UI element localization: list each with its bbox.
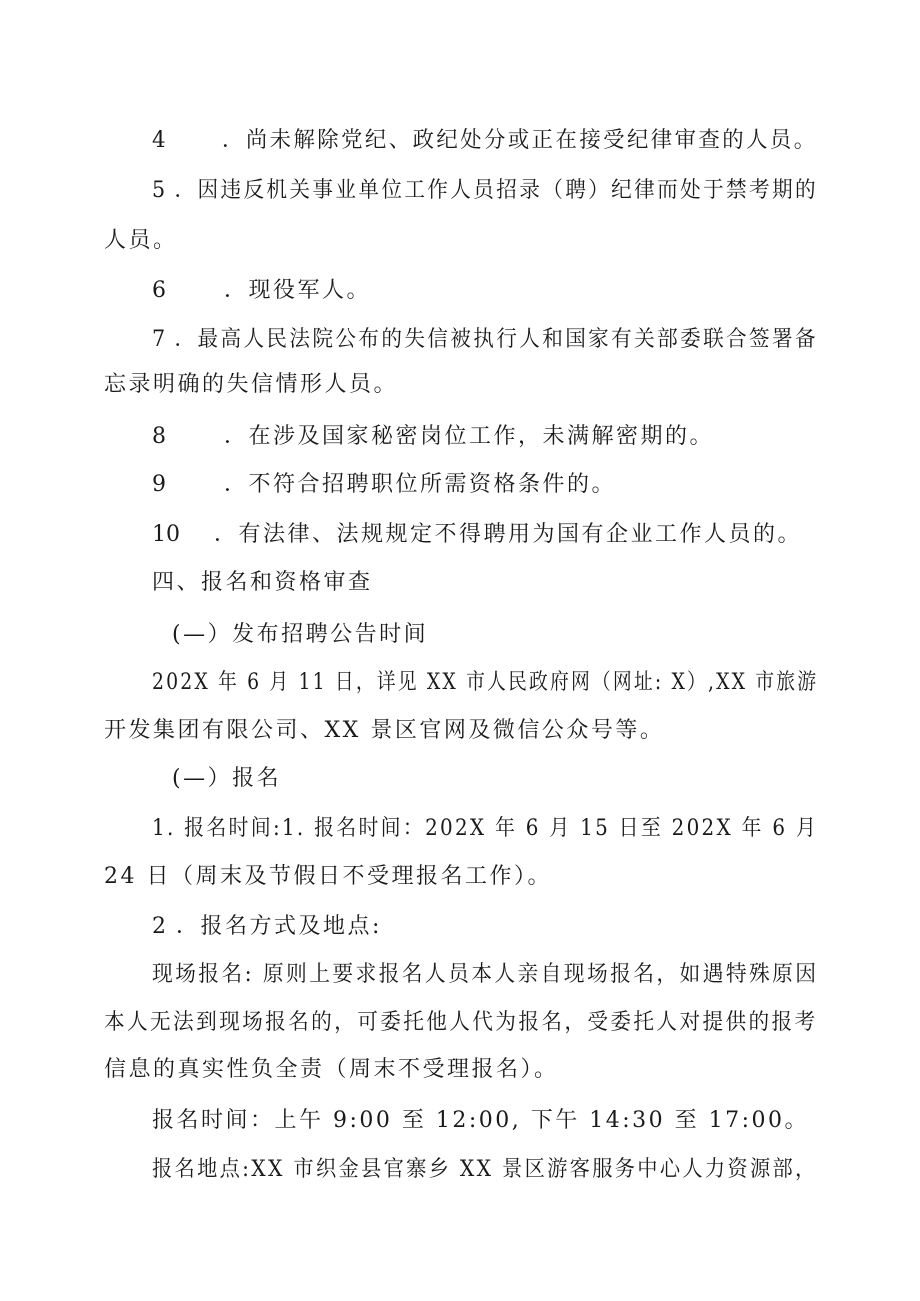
item-text: ．因违反机关事业单位工作人员招录（聘）纪律而处于禁考期的	[174, 178, 818, 203]
item-4	[152, 126, 818, 156]
item-number: 2	[152, 914, 166, 939]
item-number: 7	[152, 327, 166, 352]
item-5	[152, 176, 818, 206]
subsection-heading: (—）发布招聘公告时间	[172, 622, 429, 647]
subsection-heading: (—）报名	[172, 766, 282, 791]
item-7	[152, 325, 818, 355]
item-text: ．现役军人。	[224, 278, 372, 303]
item-7-continuation: 忘录明确的失信情形人员。	[104, 372, 399, 397]
item-number: 10	[152, 522, 180, 547]
item-text: ．有法律、法规规定不得聘用为国有企业工作人员的。	[214, 522, 803, 547]
paragraph-line: 报名地点:XX 市织金县官寨乡 XX 景区游客服务中心人力资源部，	[152, 1157, 818, 1182]
item-6	[152, 276, 371, 306]
paragraph-line: 信息的真实性负全责（周末不受理报名）。	[104, 1057, 559, 1082]
item-text: ．最高人民法院公布的失信被执行人和国家有关部委联合签署备	[174, 327, 818, 352]
item-text: ．尚未解除党纪、政纪处分或正在接受纪律审查的人员。	[222, 128, 818, 153]
item-text: ．不符合招聘职位所需资格条件的。	[224, 472, 617, 497]
item-10	[152, 520, 802, 550]
item-9	[152, 470, 616, 500]
paragraph-line: 1. 报名时间:1. 报名时间：202X 年 6 月 15 日至 202X 年 6 月	[152, 816, 819, 841]
item-number: 8	[152, 424, 166, 449]
paragraph-line: 现场报名: 原则上要求报名人员本人亲自现场报名，如遇特殊原因	[152, 962, 819, 987]
paragraph-line: 202X 年 6 月 11 日，详见 XX 市人民政府网（网址: X）,XX 市旅游	[152, 670, 819, 695]
item-text: ．在涉及国家秘密岗位工作，未满解密期的。	[224, 424, 715, 449]
item-number: 9	[152, 472, 166, 497]
item-number: 5	[152, 178, 166, 203]
reg-method	[152, 912, 382, 942]
paragraph-line: 本人无法到现场报名的，可委托他人代为报名，受委托人对提供的报考	[104, 1010, 818, 1035]
section-heading: 四、报名和资格审查	[152, 570, 373, 595]
item-number: 6	[152, 278, 166, 303]
item-5-continuation: 人员。	[104, 228, 178, 253]
paragraph-line: 开发集团有限公司、XX 景区官网及微信公众号等。	[104, 718, 665, 743]
paragraph-line: 报名时间：上午 9:00 至 12:00, 下午 14:30 至 17:00。	[152, 1108, 810, 1133]
item-8	[152, 422, 714, 452]
paragraph-line: 24 日（周末及节假日不受理报名工作）。	[104, 864, 552, 889]
item-number: 4	[152, 128, 166, 153]
item-text: ．报名方式及地点:	[176, 914, 382, 939]
